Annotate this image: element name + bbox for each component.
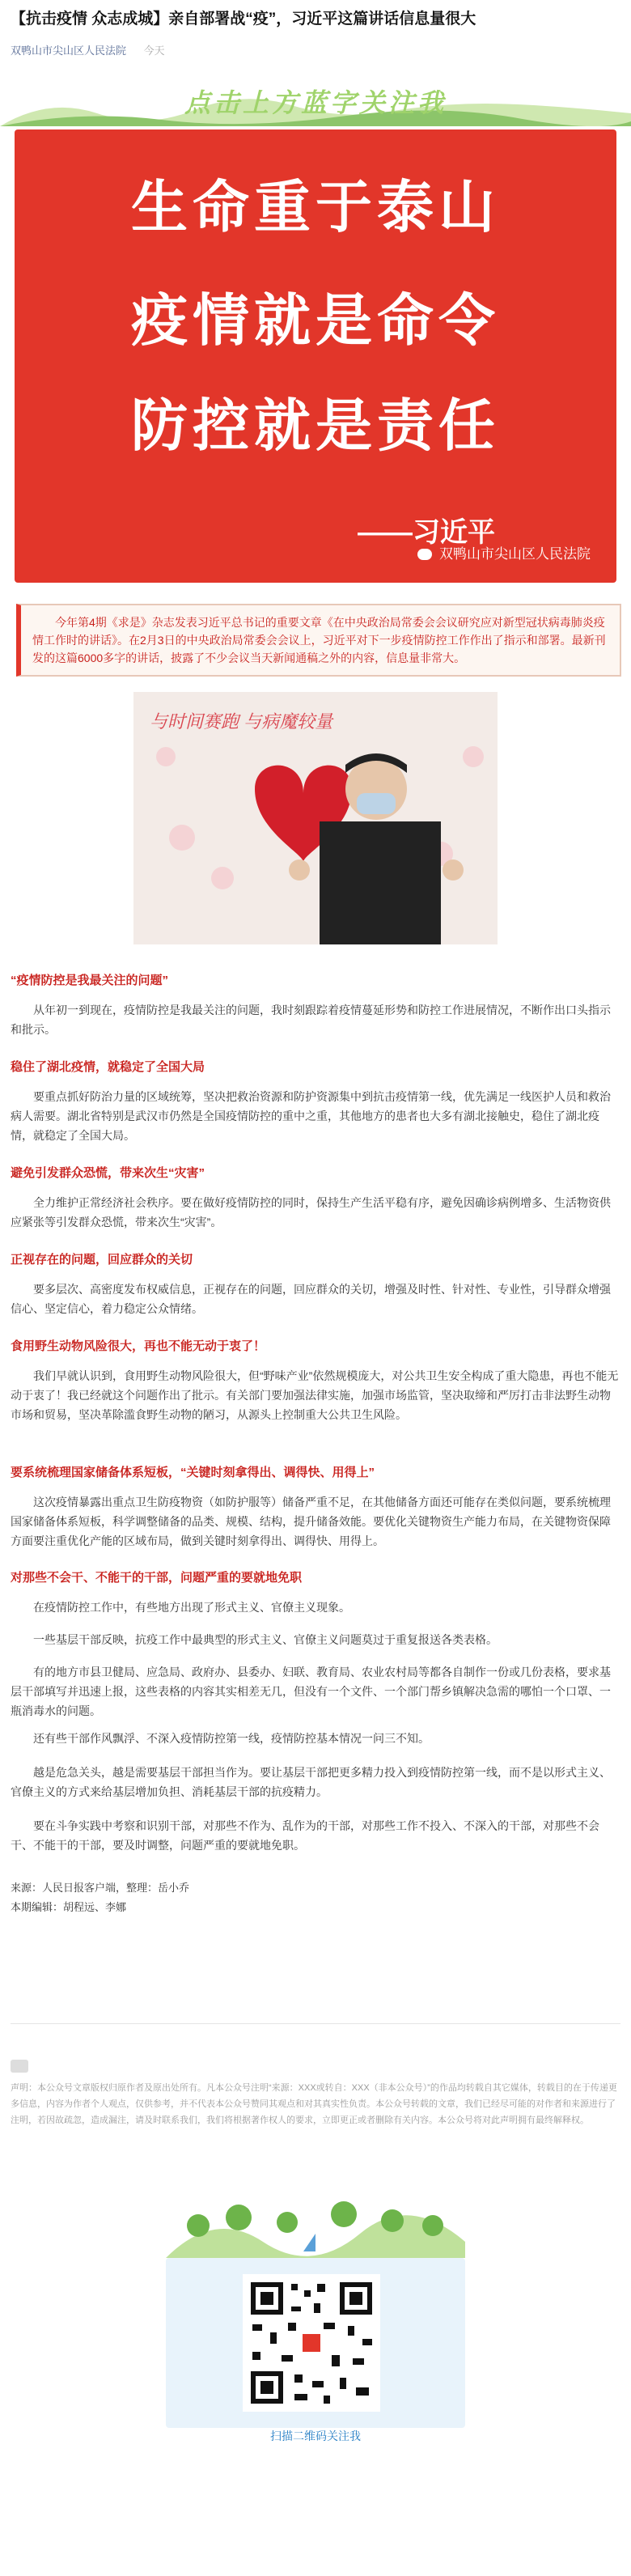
section-paragraph: 一些基层干部反映，抗疫工作中最典型的形式主义、官僚主义问题莫过于重复报送各类表格。 bbox=[33, 1633, 498, 1646]
section-paragraph: 有的地方市县卫健局、应急局、政府办、县委办、妇联、教育局、农业农村局等都各自制作一份或几份表格，要求基层干部填写并迅速上报，这些表格的内容其实相差无几，但没有一个文件、一个部门帮乡镇解决急需的哪怕一个口罩、一瓶消毒水的问题。 bbox=[11, 1666, 611, 1717]
footer-hills-illustration bbox=[166, 2185, 465, 2258]
section-heading: 稳住了湖北疫情，就稳定了全国大局 bbox=[11, 1060, 205, 1074]
news-photo bbox=[133, 692, 498, 944]
poster-line-2: 疫情就是命令 bbox=[131, 289, 500, 352]
qr-code[interactable] bbox=[243, 2274, 380, 2412]
footer-source: 来源：人民日报客户端，整理：岳小乔 bbox=[11, 1882, 190, 1894]
article-title: 【抗击疫情 众志成城】亲自部署战“疫”，习近平这篇讲话信息量很大 bbox=[11, 11, 476, 28]
qr-caption: 扫描二维码关注我 bbox=[270, 2430, 361, 2442]
section-paragraph: 我们早就认识到，食用野生动物风险很大，但“野味产业”依然规模庞大，对公共卫生安全构成了重大隐患，再也不能无动于衷了！我已经就这个问题作出了批示。有关部门要加强法律实施，加强市场监管，坚决取缔和严厉打击非法野生动物市场和贸易，坚决革除滥食野生动物的陋习，从源头上控制重大公共卫生风险。 bbox=[11, 1369, 619, 1421]
section-paragraph: 全力维护正常经济社会秩序。要在做好疫情防控的同时，保持生产生活平稳有序，避免因确诊病例增多、生活物资供应紧张等引发群众恐慌，带来次生“灾害”。 bbox=[11, 1196, 611, 1229]
section-paragraph: 还有些干部作风飘浮、不深入疫情防控第一线，疫情防控基本情况一问三不知。 bbox=[33, 1732, 430, 1745]
photo-sign-text: 与时间赛跑 与病魔较量 bbox=[150, 711, 333, 732]
section-paragraph: 要重点抓好防治力量的区域统筹，坚决把救治资源和防护资源集中到抗击疫情第一线，优先满足一线医护人员和救治病人需要。湖北省特别是武汉市仍然是全国疫情防控的重中之重，其他地方的患者也大多有湖北接触史，稳住了湖北疫情，就稳定了全国大局。 bbox=[11, 1090, 611, 1142]
section-heading: 食用野生动物风险很大，再也不能无动于衷了！ bbox=[11, 1339, 266, 1353]
publish-time: 今天 bbox=[143, 45, 165, 57]
section-heading: “疫情防控是我最关注的问题” bbox=[11, 974, 169, 987]
divider bbox=[11, 2023, 620, 2024]
qr-card bbox=[166, 2258, 465, 2428]
wechat-icon bbox=[417, 549, 432, 560]
quote-icon bbox=[11, 2060, 28, 2073]
poster-watermark: 双鸭山市尖山区人民法院 bbox=[417, 542, 591, 562]
section-paragraph: 要在斗争实践中考察和识别干部，对那些不作为、乱作为的干部，对那些工作不投入、不深入的干部，对那些不会干、不能干的干部，要及时调整，问题严重的要就地免职。 bbox=[11, 1819, 599, 1852]
section-heading: 避免引发群众恐慌，带来次生“灾害” bbox=[11, 1166, 205, 1180]
section-heading: 对那些不会干、不能干的干部，问题严重的要就地免职 bbox=[11, 1571, 303, 1585]
poster-signature: ——习近平 bbox=[358, 517, 495, 548]
section-paragraph: 要多层次、高密度发布权威信息，正视存在的问题，回应群众的关切，增强及时性、针对性、专业性，引导群众增强信心、坚定信心，着力稳定公众情绪。 bbox=[11, 1283, 611, 1315]
poster-line-1: 生命重于泰山 bbox=[131, 176, 500, 239]
section-paragraph: 在疫情防控工作中，有些地方出现了形式主义、官僚主义现象。 bbox=[33, 1601, 350, 1614]
quote-poster bbox=[15, 129, 616, 583]
poster-line-3: 防控就是责任 bbox=[131, 394, 500, 457]
account-name-link[interactable]: 双鸭山市尖山区人民法院 bbox=[11, 45, 127, 57]
section-paragraph: 从年初一到现在，疫情防控是我最关注的问题，我时刻跟踪着疫情蔓延形势和防控工作进展情况，不断作出口头指示和批示。 bbox=[11, 1004, 611, 1036]
section-paragraph: 这次疫情暴露出重点卫生防疫物资（如防护服等）储备严重不足，在其他储备方面还可能存在类似问题，要系统梳理国家储备体系短板，科学调整储备的品类、规模、结构，提升储备效能。要优化关键物资生产能力布局，在关键物资保障方面要注重优化产能的区域布局，做到关键时刻拿得出、调得快、用得上。 bbox=[11, 1496, 611, 1547]
footer-editor: 本期编辑：胡程远、李娜 bbox=[11, 1901, 127, 1913]
section-heading: 要系统梳理国家储备体系短板，“关键时刻拿得出、调得快、用得上” bbox=[11, 1466, 375, 1479]
section-heading: 正视存在的问题，回应群众的关切 bbox=[11, 1253, 193, 1267]
section-paragraph: 越是危急关头，越是需要基层干部担当作为。要让基层干部把更多精力投入到疫情防控第一线，而不是以形式主义、官僚主义的方式来给基层增加负担、消耗基层干部的抗疫精力。 bbox=[11, 1766, 611, 1798]
article-meta bbox=[11, 42, 165, 57]
follow-banner-text[interactable]: 点击上方蓝字关注我 bbox=[184, 88, 447, 117]
intro-box: 今年第4期《求是》杂志发表习近平总书记的重要文章《在中央政治局常委会会议研究应对新型冠状病毒肺炎疫情工作时的讲话》。在2月3日的中央政治局常委会会议上，习近平对下一步疫情防控工作作出了指示和部署。最新刊发的这篇6000多字的讲话，披露了不少会议当天新闻通稿之外的内容，信息量非常大。 bbox=[16, 604, 621, 677]
copyright-statement: 声明：本公众号文章版权归原作者及原出处所有。凡本公众号注明“来源：XXX或转自：XXX（非本公众号）”的作品均转载自其它媒体，转载目的在于传递更多信息，内容为作者个人观点，仅供参考，并不代表本公众号赞同其观点和对其真实性负责。本公众号转载的文章，我们已经尽可能的对作者和来源进行了注明，若因故疏忽，造成漏注，请及时联系我们，我们将根据著作权人的要求，立即更正或者删除有关内容。本公众号将对此声明拥有最终解释权。 bbox=[11, 2083, 617, 2125]
